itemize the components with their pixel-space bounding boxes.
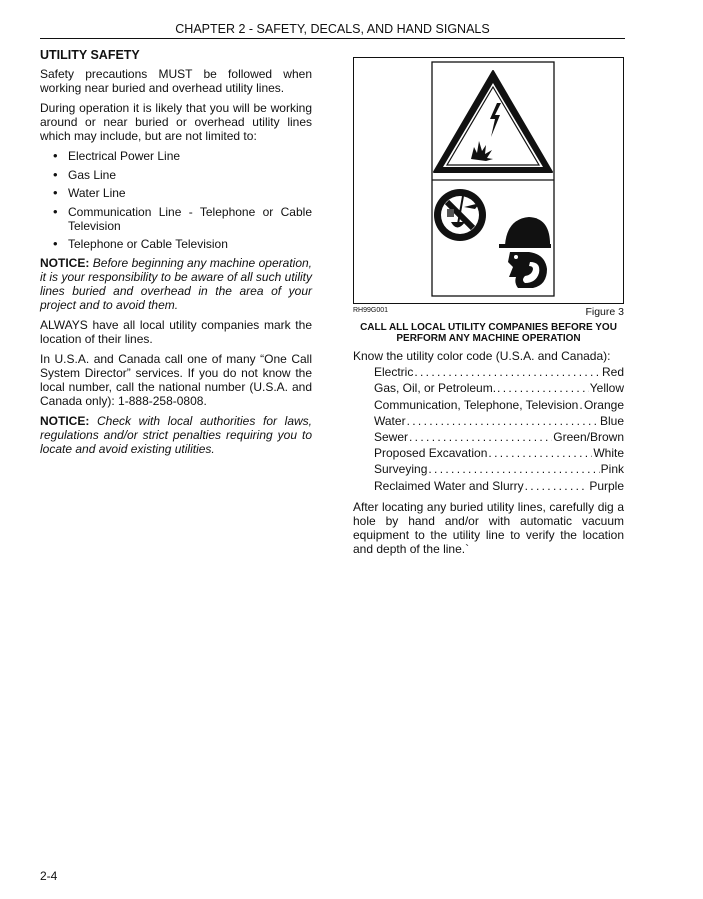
right-column	[353, 348, 624, 556]
leader-dots	[428, 461, 599, 477]
color-code-row	[374, 478, 624, 494]
utility-color: Red	[601, 365, 624, 380]
utility-name: Proposed Excavation	[374, 446, 488, 461]
leader-dots	[407, 413, 599, 429]
page-number: 2-4	[40, 869, 58, 883]
color-code-list	[374, 364, 624, 494]
leader-dots	[525, 478, 589, 494]
utility-color: White	[593, 446, 624, 461]
notice-label: NOTICE:	[40, 255, 90, 270]
color-code-row	[374, 397, 624, 413]
call-utility-person-phone-icon	[499, 217, 551, 288]
notice-paragraph	[40, 256, 312, 312]
color-code-row	[374, 445, 624, 461]
paragraph: During operation it is likely that you will be working around or near buried or overhead utility lines which may include, but are not limited to:	[40, 101, 312, 143]
notice-text: Check with local authorities for laws, regulations and/or strict penalties requiring you to locate and avoid existing utilities.	[40, 413, 312, 456]
color-code-row	[374, 461, 624, 477]
section-heading: UTILITY SAFETY	[40, 48, 140, 62]
color-code-row	[374, 380, 624, 396]
paragraph: In U.S.A. and Canada call one of many “One Call System Director” services. If you do not know the local number, call the national number (U.S.A. and Canada only): 1-888-258-0808.	[40, 351, 312, 408]
color-code-row	[374, 429, 624, 445]
utility-name: Surveying	[374, 462, 428, 477]
leader-dots	[497, 380, 589, 396]
notice-text: Before beginning any machine operation, it is your responsibility to be aware of all such utility lines buried and overhead in the area of your project and to avoid them.	[40, 255, 312, 312]
chapter-header: CHAPTER 2 - SAFETY, DECALS, AND HAND SIGNALS	[175, 22, 490, 36]
utility-name: Sewer	[374, 430, 409, 445]
paragraph: Safety precautions MUST be followed when working near buried and overhead utility lines.	[40, 67, 312, 95]
utility-color: Pink	[600, 462, 624, 477]
utility-color: Yellow	[589, 381, 624, 396]
figure-frame	[353, 57, 624, 304]
notice-label: NOTICE:	[40, 413, 90, 428]
list-item: • Water Line	[40, 186, 312, 200]
utility-name: Gas, Oil, or Petroleum.	[374, 381, 497, 396]
header-rule	[40, 38, 625, 39]
utility-name: Reclaimed Water and Slurry	[374, 478, 524, 493]
utility-name: Communication, Telephone, Television	[374, 397, 579, 412]
utility-color: Purple	[589, 478, 624, 493]
utility-color: Blue	[599, 413, 624, 428]
figure-label: Figure 3	[585, 306, 624, 318]
utility-color: Green/Brown	[553, 430, 624, 445]
leader-dots	[488, 445, 592, 461]
figure-caption	[353, 322, 624, 344]
figure-id: RH99G001	[353, 307, 389, 314]
caption-line: CALL ALL LOCAL UTILITY COMPANIES BEFORE YOU	[360, 322, 617, 333]
notice-paragraph	[40, 414, 312, 456]
utility-name: Water	[374, 413, 406, 428]
color-code-row	[374, 364, 624, 380]
list-item: • Communication Line - Telephone or Cable Television	[40, 205, 312, 233]
no-digging-icon	[434, 189, 486, 241]
utility-lines-list	[40, 149, 312, 251]
caption-line: PERFORM ANY MACHINE OPERATION	[396, 333, 581, 344]
list-item: • Telephone or Cable Television	[40, 237, 312, 251]
utility-name: Electric	[374, 365, 414, 380]
paragraph: After locating any buried utility lines, carefully dig a hole by hand and/or with automatic vacuum equipment to the utility line to verify the location and depth of the line.`	[353, 499, 624, 556]
safety-decal	[353, 57, 624, 304]
color-code-intro: Know the utility color code (U.S.A. and Canada):	[353, 349, 611, 363]
list-item: • Electrical Power Line	[40, 149, 312, 163]
left-column	[40, 48, 312, 462]
paragraph: ALWAYS have all local utility companies mark the location of their lines.	[40, 317, 312, 346]
color-code-row	[374, 413, 624, 429]
leader-dots	[579, 397, 583, 413]
leader-dots	[414, 364, 601, 380]
electrical-hazard-warning-icon	[434, 71, 552, 172]
utility-color: Orange	[583, 397, 624, 412]
list-item: • Gas Line	[40, 168, 312, 182]
leader-dots	[409, 429, 552, 445]
